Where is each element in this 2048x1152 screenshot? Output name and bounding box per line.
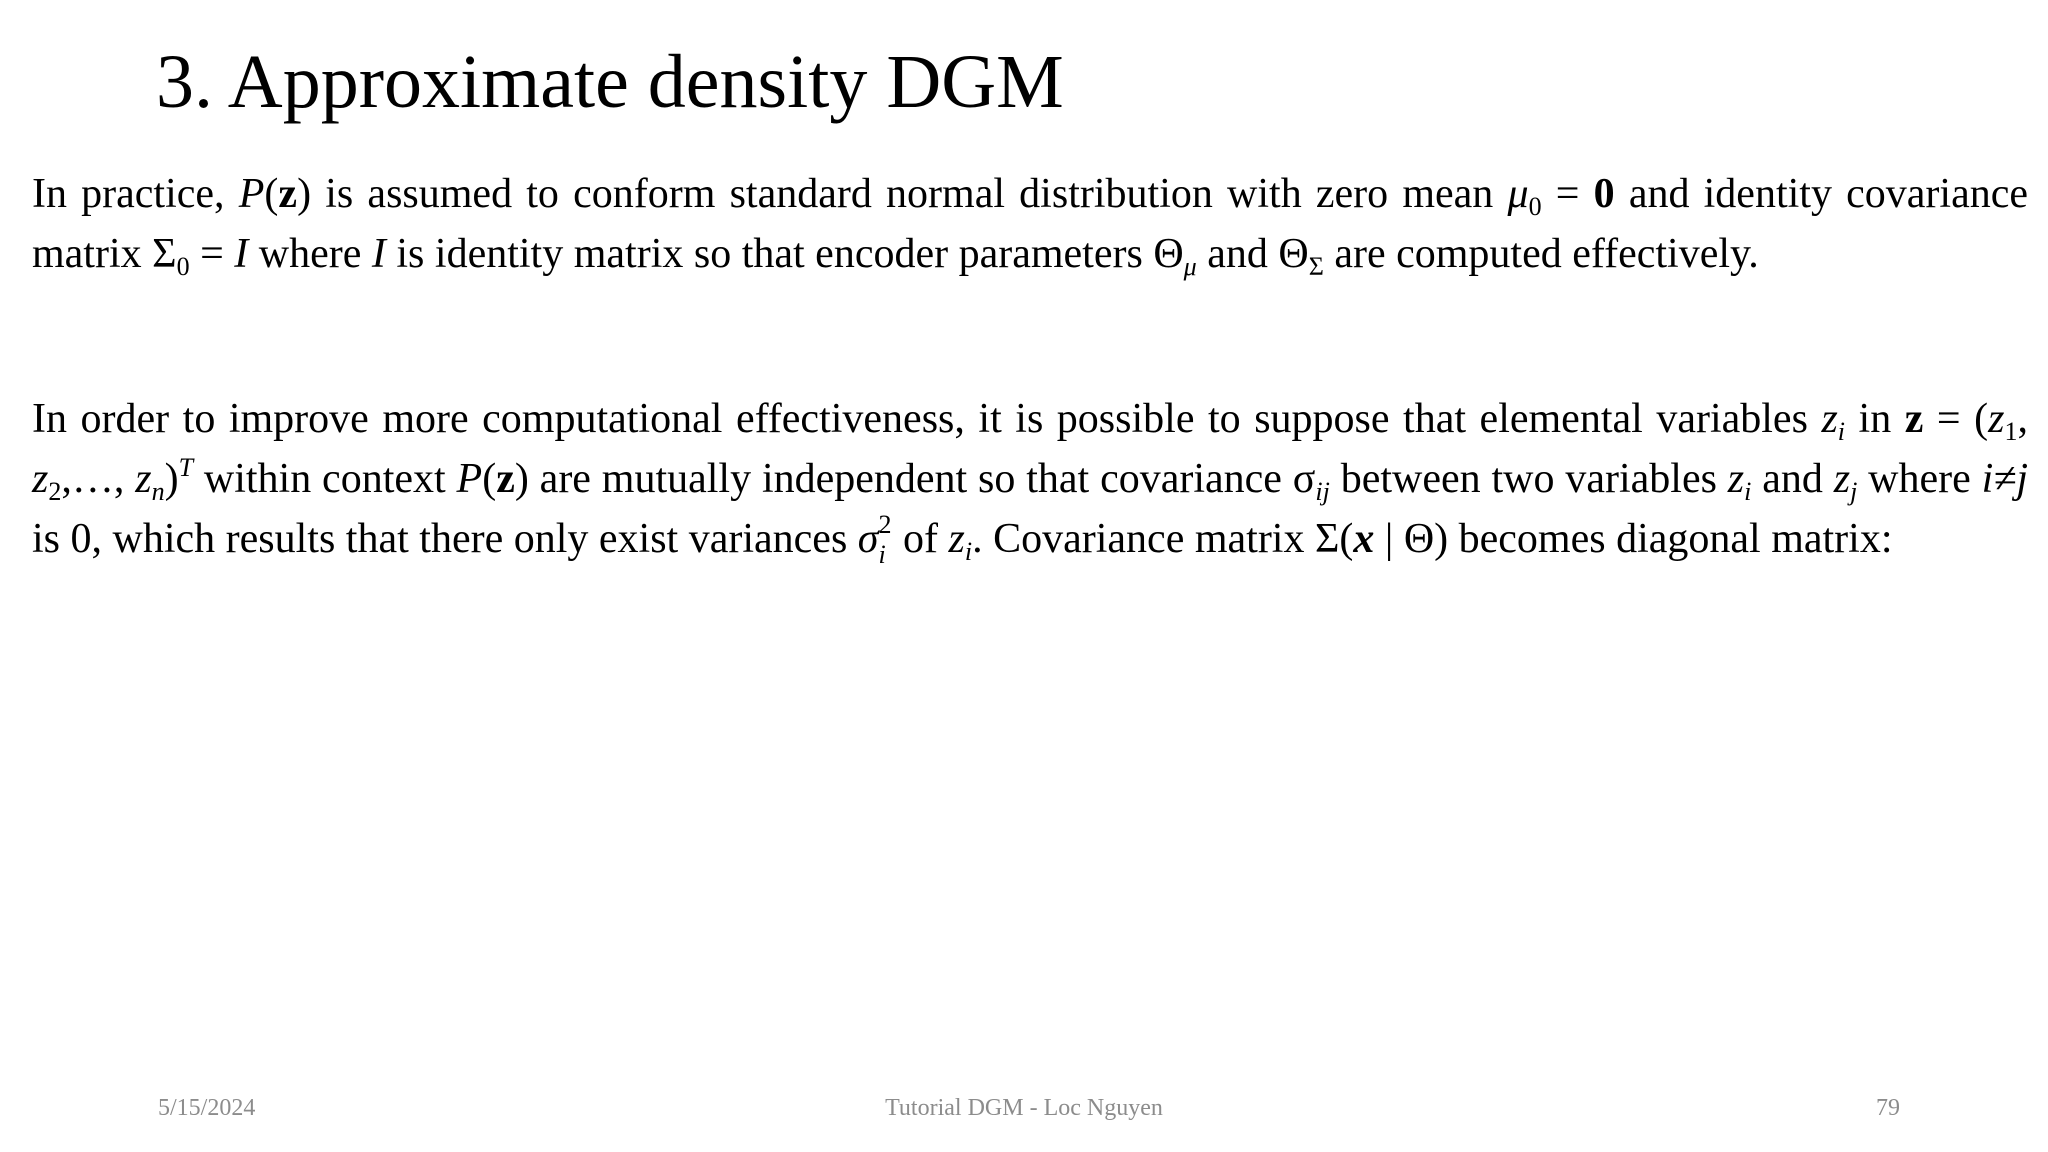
footer-page-number: 79 [1876, 1095, 1900, 1121]
slide-title: 3. Approximate density DGM [156, 40, 1064, 124]
footer-date: 5/15/2024 [158, 1095, 256, 1121]
paragraph-standard-normal-assumption: In practice, P(z) is assumed to conform standard normal distribution with zero mean $\mu_0 = 0$ and identity covariance matrix $\Sigma_0 = I$ where I is identity matrix so that encoder parameters $\Theta_\mu$ and $\Theta_\Sigma$ are computed effectively. [32, 171, 2029, 281]
paragraph-independence-assumption: In order to improve more computational effectiveness, it is possible to suppose that elemental variables $z_i$ in $z = (z_1$, $z_2,\dots$, $z_n)^T$ within context P(z) are mutually independent so that covariance $\sigma_{ij}$ between two variables $z_i$ and $z_j$ where i≠j is 0, which results that there only exist variances σ 2 i of $z_i$. Covariance matrix Σ(x | Θ) becomes diagonal matrix: [32, 396, 2028, 569]
footer-presentation-title: Tutorial DGM - Loc Nguyen [885, 1095, 1163, 1121]
